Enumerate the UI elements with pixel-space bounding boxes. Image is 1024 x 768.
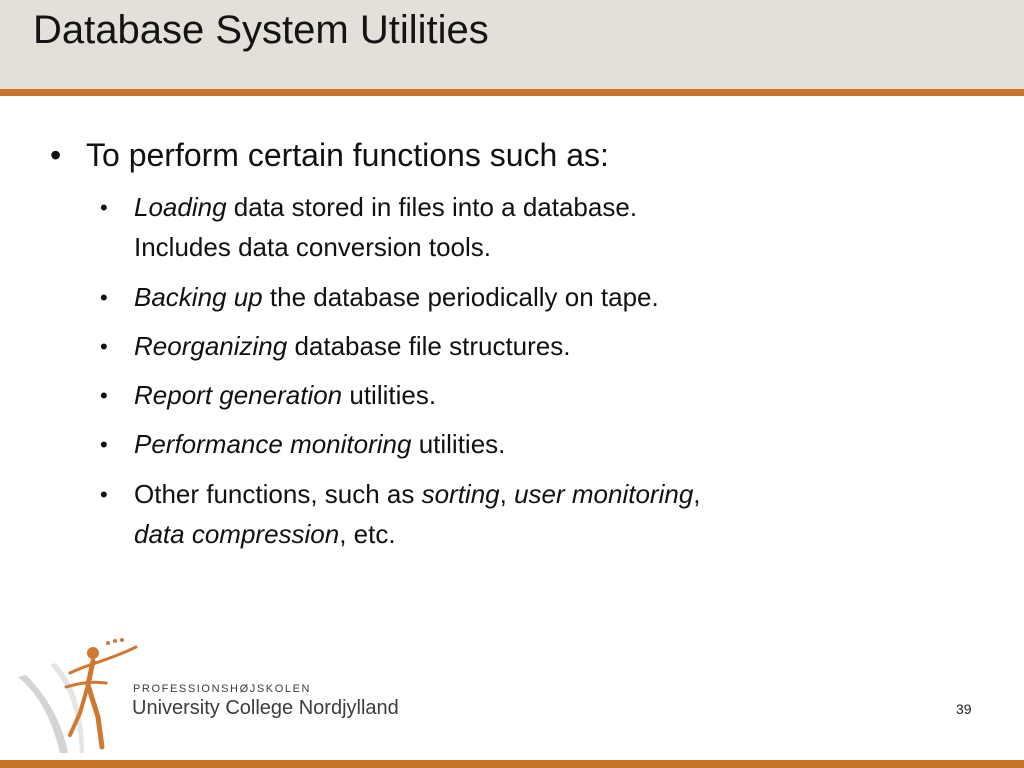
- bullet-rest: database file structures.: [287, 331, 571, 361]
- bullet-emphasis: Performance monitoring: [134, 429, 412, 459]
- bullet-rest: data stored in files into a database.: [226, 192, 638, 222]
- bullet-dot: •: [50, 137, 62, 173]
- bullet-emphasis: Report generation: [134, 380, 343, 410]
- bullet-emphasis: data compression: [134, 519, 340, 549]
- page-number: 39: [956, 701, 972, 717]
- bullet-dot: •: [100, 432, 108, 457]
- bullet-rest: utilities.: [411, 429, 506, 459]
- bullet-text: [134, 376, 436, 415]
- slide-title: Database System Utilities: [33, 8, 489, 52]
- bullet-separator: ,: [693, 479, 701, 509]
- bullet-dot: •: [100, 383, 108, 408]
- bullet-separator: ,: [499, 479, 515, 509]
- footer-rule: [0, 760, 1024, 768]
- bullet-text: [134, 278, 659, 317]
- bullet-text-line2: Includes data conversion tools.: [134, 232, 491, 262]
- title-band: [0, 0, 1024, 89]
- bullet-rest: Other functions, such as: [134, 479, 422, 509]
- bullet-dot: •: [100, 334, 108, 359]
- bullet-dot: •: [100, 285, 108, 310]
- bullet-emphasis: Loading: [134, 192, 227, 222]
- bullet-emphasis: Backing up: [134, 282, 263, 312]
- bullet-dot: •: [100, 482, 108, 507]
- bullet-emphasis: user monitoring: [514, 479, 694, 509]
- bullet-emphasis: Reorganizing: [134, 331, 288, 361]
- bullet-dot: •: [100, 195, 108, 220]
- logo-school-name: University College Nordjylland: [132, 697, 399, 719]
- logo-school-small-text: PROFESSIONSHØJSKOLEN: [133, 683, 312, 695]
- bullet-rest: , etc.: [339, 519, 396, 549]
- bullet-rest: the database periodically on tape.: [262, 282, 659, 312]
- bullet-emphasis: sorting: [421, 479, 500, 509]
- bullet-text: [134, 425, 505, 464]
- bullet-text-line2: [134, 515, 396, 554]
- bullet-text: [134, 188, 637, 227]
- bullet-text: [134, 327, 570, 366]
- title-rule: [0, 89, 1024, 96]
- bullet-text: [134, 475, 701, 514]
- bullet-rest: utilities.: [342, 380, 437, 410]
- bullet-main-text: To perform certain functions such as:: [86, 137, 609, 173]
